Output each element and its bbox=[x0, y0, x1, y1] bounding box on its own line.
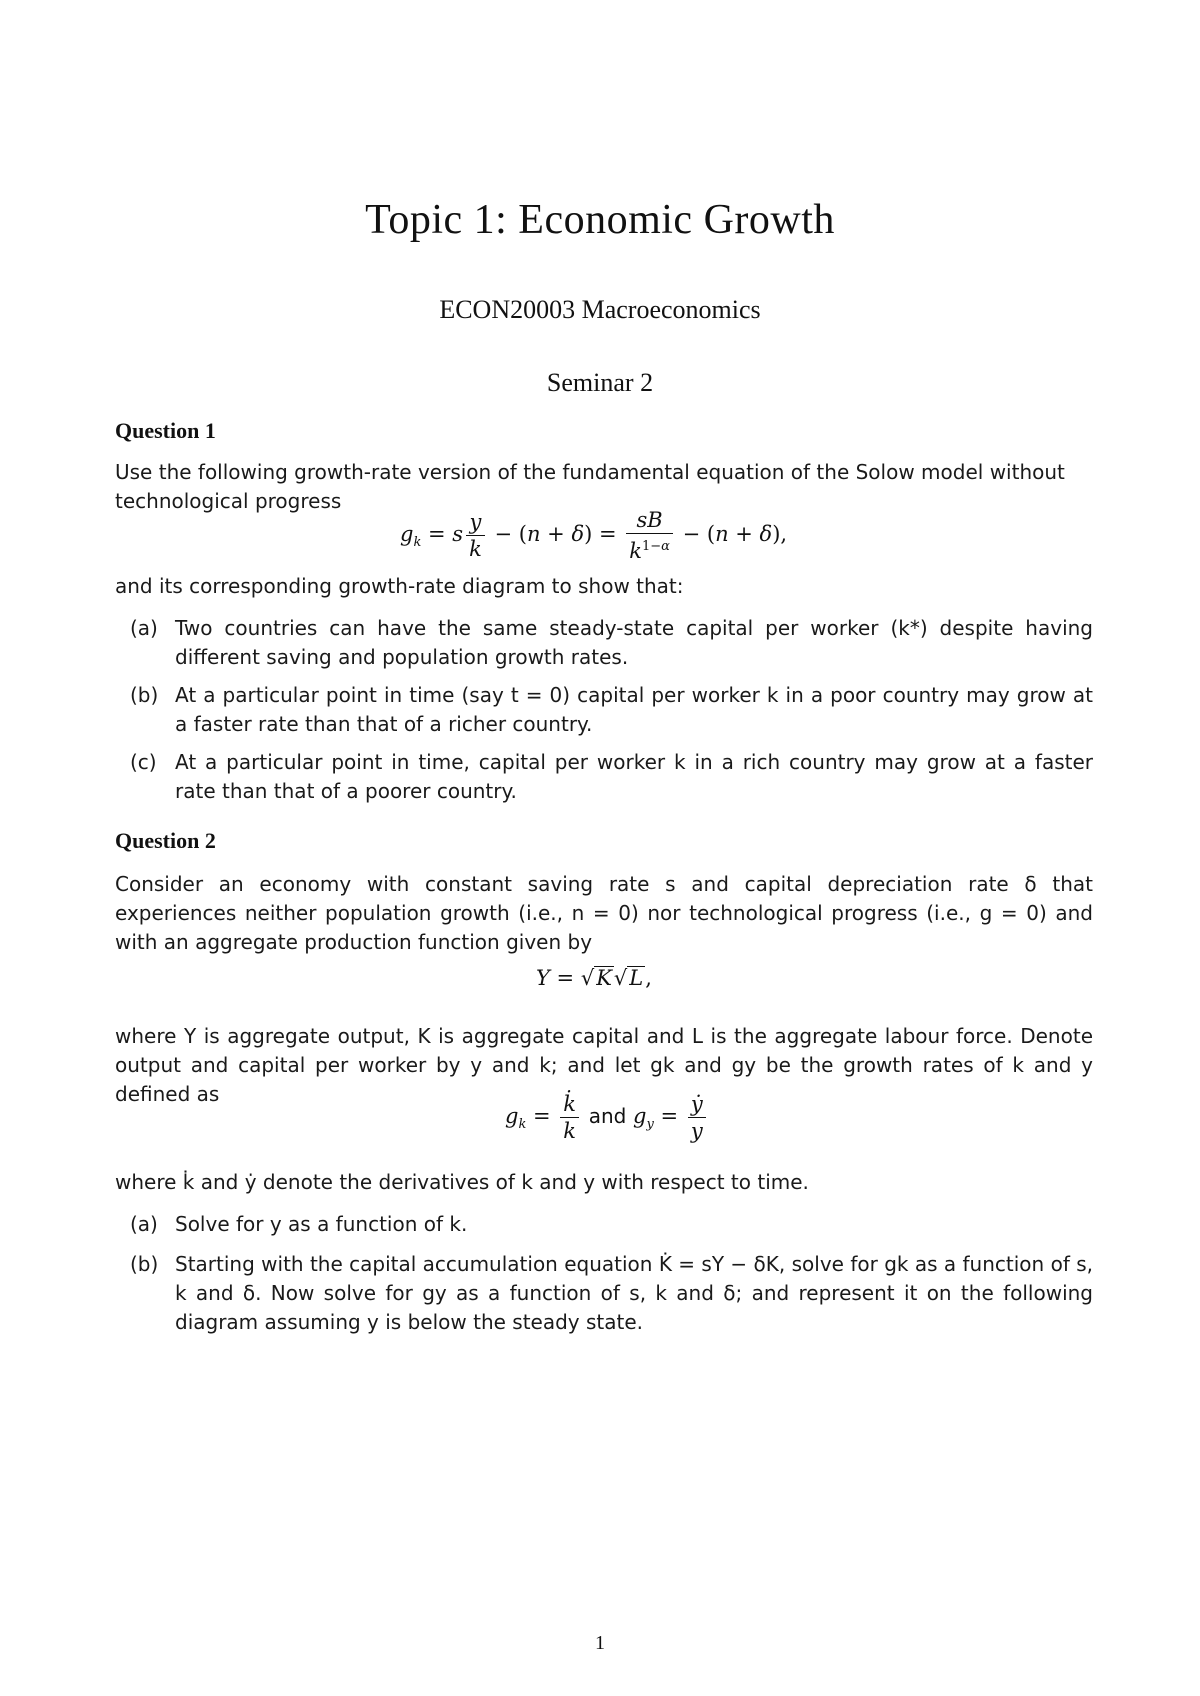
item-text: Two countries can have the same steady-state capital per worker (k*) despite having different saving and population growth rates. bbox=[175, 616, 1093, 669]
item-text: Starting with the capital accumulation equation K̇ = sY − δK, solve for gk as a function of s, k and δ. Now solve for gy as a function of s, k and δ; and represent it on the following diagram assuming y is below the steady state. bbox=[175, 1252, 1093, 1334]
item-text: At a particular point in time (say t = 0) capital per worker k in a poor country may grow at a faster rate than that of a richer country. bbox=[175, 683, 1093, 736]
question-1-after-equation: and its corresponding growth-rate diagram to show that: bbox=[115, 574, 684, 598]
item-label: (a) bbox=[130, 616, 158, 640]
question-1-item-b bbox=[130, 681, 1093, 739]
seminar-label: Seminar 2 bbox=[546, 368, 654, 397]
item-label: (b) bbox=[130, 1252, 159, 1276]
question-1-heading: Question 1 bbox=[115, 418, 216, 443]
item-label: (a) bbox=[130, 1212, 158, 1236]
question-1-intro-line1: Use the following growth-rate version of the fundamental equation of the Solow model without bbox=[115, 460, 1065, 484]
course-title: ECON20003 Macroeconomics bbox=[439, 295, 761, 324]
question-2-item-b bbox=[130, 1250, 1093, 1337]
question-1-item-a bbox=[130, 614, 1093, 672]
question-2-item-a bbox=[130, 1210, 1093, 1239]
solow-growth-equation: $g_k = s$ $\frac{y}{k}$ − (n + δ) = $\frac{sB}{k^{1-\alpha}}$ − (n + δ), bbox=[400, 508, 788, 563]
question-2-heading: Question 2 bbox=[115, 828, 216, 853]
question-2-after-growth: where k̇ and ẏ denote the derivatives of k and y with respect to time. bbox=[115, 1170, 809, 1194]
item-label: (c) bbox=[130, 750, 157, 774]
item-text: At a particular point in time, capital per worker k in a rich country may grow at a faster rate than that of a poorer country. bbox=[175, 750, 1093, 803]
growth-rate-definitions: $g_k$ = $\frac{k̇}{k}$ and $g_y$ = $\frac{\text{ẏ}}{y}$ bbox=[505, 1092, 709, 1143]
production-function-equation: Y = √K√L, bbox=[536, 966, 652, 990]
question-2-intro: Consider an economy with constant saving rate s and capital depreciation rate δ that experiences neither population growth (i.e., n = 0) nor technological progress (i.e., g = 0) and with an aggregate production function given by bbox=[115, 872, 1093, 954]
equation-connector: and bbox=[588, 1104, 627, 1128]
page-number: 1 bbox=[595, 1632, 605, 1654]
item-text: Solve for y as a function of k. bbox=[175, 1212, 468, 1236]
question-1-intro-line2: technological progress bbox=[115, 489, 342, 513]
question-1-item-c bbox=[130, 748, 1093, 806]
question-2-after-production: where Y is aggregate output, K is aggregate capital and L is the aggregate labour force. Denote output and capital per worker by y and k; and let gk and gy be the growth rates of k and y defined as bbox=[115, 1024, 1093, 1106]
item-label: (b) bbox=[130, 683, 159, 707]
document-title: Topic 1: Economic Growth bbox=[365, 197, 835, 243]
